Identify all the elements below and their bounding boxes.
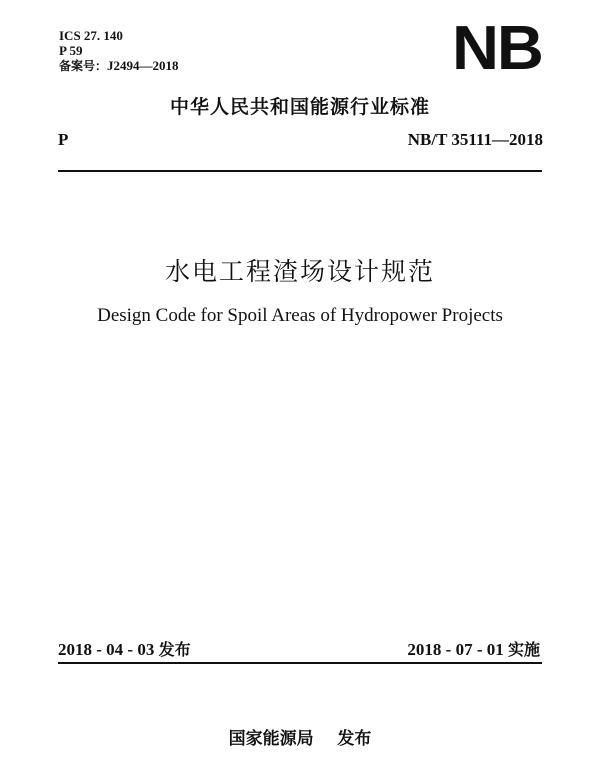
- implement-date: 2018 - 07 - 01: [407, 640, 504, 659]
- issue-date-line: [58, 637, 191, 660]
- document-title-chinese: 水电工程渣场设计规范: [164, 257, 435, 286]
- record-number-line: [59, 58, 179, 74]
- issue-label: 发布: [158, 640, 191, 659]
- nb-logo: NB: [452, 14, 542, 83]
- record-label: 备案号：: [59, 59, 108, 73]
- document-title-english: Design Code for Spoil Areas of Hydropower Projects: [97, 305, 503, 326]
- issuer-name: 国家能源局: [228, 729, 314, 749]
- header-divider: [58, 170, 542, 172]
- header-meta: [59, 28, 179, 74]
- footer-divider: [58, 662, 542, 664]
- implement-date-line: [407, 637, 540, 660]
- record-number: J2494—2018: [107, 58, 179, 73]
- ics-code: ICS 27. 140: [59, 28, 123, 43]
- class-p-code: P 59: [59, 43, 83, 58]
- standard-number: NB/T 35111—2018: [407, 130, 543, 149]
- classification-code: P: [58, 130, 69, 149]
- issuer-line: [0, 724, 600, 749]
- implement-label: 实施: [507, 640, 540, 659]
- standard-title: 中华人民共和国能源行业标准: [169, 96, 430, 118]
- issuer-action: 发布: [337, 729, 372, 749]
- issue-date: 2018 - 04 - 03: [58, 640, 155, 659]
